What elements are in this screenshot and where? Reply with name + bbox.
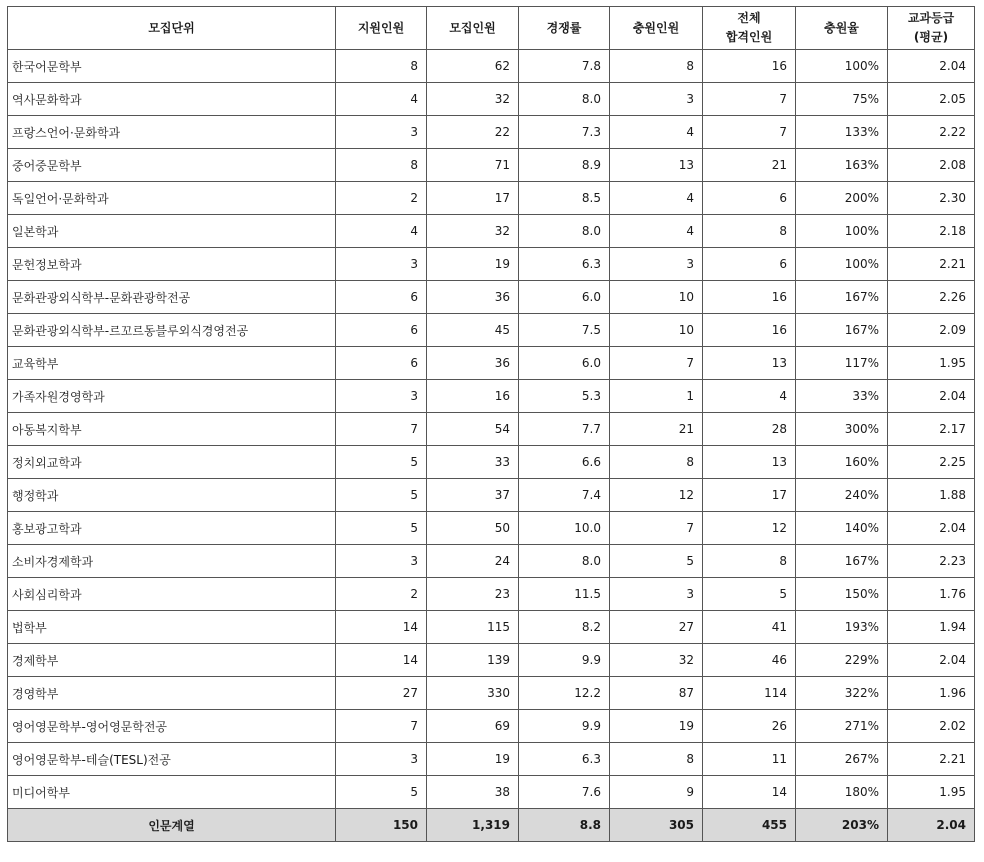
cell-unit: 정치외교학과	[8, 446, 336, 479]
cell-additional: 5	[610, 545, 703, 578]
cell-additional: 8	[610, 50, 703, 83]
cell-competition: 9.9	[519, 710, 610, 743]
cell-rate: 200%	[796, 182, 888, 215]
table-row	[8, 380, 975, 413]
cell-grade: 2.21	[888, 248, 975, 281]
cell-grade: 1.96	[888, 677, 975, 710]
cell-unit: 문헌정보학과	[8, 248, 336, 281]
cell-applicants: 5	[336, 776, 427, 809]
table-row	[8, 314, 975, 347]
cell-additional: 4	[610, 215, 703, 248]
cell-quota: 37	[427, 479, 519, 512]
cell-quota: 17	[427, 182, 519, 215]
cell-quota: 115	[427, 611, 519, 644]
cell-grade: 2.17	[888, 413, 975, 446]
cell-additional: 32	[610, 644, 703, 677]
cell-unit: 사회심리학과	[8, 578, 336, 611]
header-total-pass-line1: 전체	[737, 11, 761, 25]
total-unit: 인문계열	[8, 809, 336, 842]
cell-total-pass: 13	[703, 347, 796, 380]
cell-competition: 8.0	[519, 215, 610, 248]
cell-additional: 7	[610, 512, 703, 545]
cell-additional: 7	[610, 347, 703, 380]
table-row	[8, 83, 975, 116]
header-grade	[888, 7, 975, 50]
cell-quota: 71	[427, 149, 519, 182]
cell-quota: 36	[427, 281, 519, 314]
total-applicants: 150	[336, 809, 427, 842]
cell-competition: 6.3	[519, 743, 610, 776]
cell-quota: 16	[427, 380, 519, 413]
cell-rate: 167%	[796, 314, 888, 347]
cell-grade: 2.23	[888, 545, 975, 578]
cell-unit: 아동복지학부	[8, 413, 336, 446]
cell-competition: 5.3	[519, 380, 610, 413]
table-row	[8, 149, 975, 182]
cell-additional: 3	[610, 83, 703, 116]
header-additional: 충원인원	[610, 7, 703, 50]
cell-competition: 7.4	[519, 479, 610, 512]
table-row	[8, 182, 975, 215]
cell-competition: 6.6	[519, 446, 610, 479]
cell-quota: 69	[427, 710, 519, 743]
cell-additional: 3	[610, 248, 703, 281]
cell-rate: 140%	[796, 512, 888, 545]
cell-unit: 일본학과	[8, 215, 336, 248]
cell-rate: 267%	[796, 743, 888, 776]
header-grade-line1: 교과등급	[907, 11, 955, 25]
cell-rate: 180%	[796, 776, 888, 809]
cell-total-pass: 4	[703, 380, 796, 413]
cell-rate: 160%	[796, 446, 888, 479]
cell-rate: 322%	[796, 677, 888, 710]
cell-competition: 8.0	[519, 83, 610, 116]
cell-unit: 경영학부	[8, 677, 336, 710]
cell-competition: 10.0	[519, 512, 610, 545]
cell-applicants: 3	[336, 545, 427, 578]
table-row	[8, 545, 975, 578]
cell-unit: 독일언어·문화학과	[8, 182, 336, 215]
cell-applicants: 4	[336, 83, 427, 116]
cell-additional: 12	[610, 479, 703, 512]
table-row	[8, 512, 975, 545]
cell-grade: 2.21	[888, 743, 975, 776]
cell-unit: 한국어문학부	[8, 50, 336, 83]
cell-unit: 가족자원경영학과	[8, 380, 336, 413]
cell-rate: 100%	[796, 248, 888, 281]
cell-total-pass: 6	[703, 182, 796, 215]
cell-additional: 8	[610, 446, 703, 479]
table-row	[8, 347, 975, 380]
cell-unit: 영어영문학부-테슬(TESL)전공	[8, 743, 336, 776]
cell-unit: 프랑스언어·문화학과	[8, 116, 336, 149]
cell-grade: 2.04	[888, 50, 975, 83]
cell-applicants: 3	[336, 380, 427, 413]
cell-total-pass: 16	[703, 281, 796, 314]
cell-additional: 13	[610, 149, 703, 182]
cell-quota: 33	[427, 446, 519, 479]
table-footer	[8, 809, 975, 842]
cell-total-pass: 5	[703, 578, 796, 611]
cell-competition: 8.0	[519, 545, 610, 578]
header-unit: 모집단위	[8, 7, 336, 50]
table-row	[8, 776, 975, 809]
total-competition: 8.8	[519, 809, 610, 842]
cell-rate: 167%	[796, 545, 888, 578]
cell-unit: 역사문화학과	[8, 83, 336, 116]
cell-grade: 1.95	[888, 776, 975, 809]
cell-applicants: 27	[336, 677, 427, 710]
cell-unit: 영어영문학부-영어영문학전공	[8, 710, 336, 743]
table-body	[8, 50, 975, 809]
cell-total-pass: 16	[703, 314, 796, 347]
cell-unit: 소비자경제학과	[8, 545, 336, 578]
table-row	[8, 578, 975, 611]
cell-additional: 19	[610, 710, 703, 743]
cell-applicants: 3	[336, 116, 427, 149]
cell-applicants: 4	[336, 215, 427, 248]
total-rate: 203%	[796, 809, 888, 842]
cell-grade: 2.02	[888, 710, 975, 743]
cell-additional: 21	[610, 413, 703, 446]
cell-quota: 23	[427, 578, 519, 611]
cell-total-pass: 26	[703, 710, 796, 743]
cell-additional: 3	[610, 578, 703, 611]
cell-unit: 문화관광외식학부-문화관광학전공	[8, 281, 336, 314]
cell-additional: 8	[610, 743, 703, 776]
header-applicants: 지원인원	[336, 7, 427, 50]
total-additional: 305	[610, 809, 703, 842]
header-additional-rate: 충원율	[796, 7, 888, 50]
cell-total-pass: 11	[703, 743, 796, 776]
cell-quota: 22	[427, 116, 519, 149]
total-total-pass: 455	[703, 809, 796, 842]
cell-applicants: 7	[336, 413, 427, 446]
cell-rate: 75%	[796, 83, 888, 116]
cell-total-pass: 6	[703, 248, 796, 281]
total-row	[8, 809, 975, 842]
cell-applicants: 14	[336, 644, 427, 677]
cell-grade: 2.09	[888, 314, 975, 347]
cell-grade: 2.04	[888, 512, 975, 545]
header-total-pass-line2: 합격인원	[725, 30, 773, 44]
table-row	[8, 446, 975, 479]
cell-rate: 163%	[796, 149, 888, 182]
table-row	[8, 50, 975, 83]
cell-total-pass: 12	[703, 512, 796, 545]
cell-applicants: 6	[336, 347, 427, 380]
cell-grade: 2.25	[888, 446, 975, 479]
cell-additional: 10	[610, 314, 703, 347]
cell-quota: 62	[427, 50, 519, 83]
table-row	[8, 611, 975, 644]
cell-quota: 19	[427, 248, 519, 281]
cell-quota: 139	[427, 644, 519, 677]
header-quota: 모집인원	[427, 7, 519, 50]
table-row	[8, 479, 975, 512]
header-grade-line2: (평균)	[913, 30, 949, 44]
cell-quota: 32	[427, 83, 519, 116]
total-grade: 2.04	[888, 809, 975, 842]
table-row	[8, 644, 975, 677]
cell-rate: 33%	[796, 380, 888, 413]
cell-grade: 2.05	[888, 83, 975, 116]
cell-unit: 행정학과	[8, 479, 336, 512]
cell-additional: 10	[610, 281, 703, 314]
cell-grade: 2.04	[888, 380, 975, 413]
table-row	[8, 248, 975, 281]
cell-grade: 2.18	[888, 215, 975, 248]
cell-rate: 271%	[796, 710, 888, 743]
cell-total-pass: 28	[703, 413, 796, 446]
cell-competition: 8.2	[519, 611, 610, 644]
cell-applicants: 6	[336, 314, 427, 347]
table-row	[8, 677, 975, 710]
cell-additional: 27	[610, 611, 703, 644]
header-total-pass	[703, 7, 796, 50]
cell-rate: 229%	[796, 644, 888, 677]
header-competition: 경쟁률	[519, 7, 610, 50]
cell-rate: 300%	[796, 413, 888, 446]
cell-total-pass: 46	[703, 644, 796, 677]
table-row	[8, 710, 975, 743]
cell-grade: 1.88	[888, 479, 975, 512]
cell-unit: 미디어학부	[8, 776, 336, 809]
cell-applicants: 5	[336, 479, 427, 512]
header-row	[8, 7, 975, 50]
cell-additional: 1	[610, 380, 703, 413]
cell-additional: 4	[610, 116, 703, 149]
cell-competition: 8.5	[519, 182, 610, 215]
cell-applicants: 7	[336, 710, 427, 743]
cell-quota: 24	[427, 545, 519, 578]
cell-applicants: 5	[336, 446, 427, 479]
cell-unit: 교육학부	[8, 347, 336, 380]
cell-rate: 167%	[796, 281, 888, 314]
cell-grade: 1.76	[888, 578, 975, 611]
cell-total-pass: 14	[703, 776, 796, 809]
cell-total-pass: 41	[703, 611, 796, 644]
cell-quota: 50	[427, 512, 519, 545]
cell-additional: 4	[610, 182, 703, 215]
cell-competition: 6.0	[519, 281, 610, 314]
admissions-table	[7, 6, 975, 842]
table-row	[8, 281, 975, 314]
cell-quota: 330	[427, 677, 519, 710]
cell-competition: 12.2	[519, 677, 610, 710]
cell-quota: 45	[427, 314, 519, 347]
cell-grade: 2.22	[888, 116, 975, 149]
table-row	[8, 116, 975, 149]
cell-unit: 법학부	[8, 611, 336, 644]
cell-rate: 100%	[796, 215, 888, 248]
cell-total-pass: 114	[703, 677, 796, 710]
total-quota: 1,319	[427, 809, 519, 842]
table-row	[8, 743, 975, 776]
cell-total-pass: 8	[703, 545, 796, 578]
cell-competition: 7.8	[519, 50, 610, 83]
cell-applicants: 2	[336, 182, 427, 215]
cell-additional: 9	[610, 776, 703, 809]
cell-grade: 2.08	[888, 149, 975, 182]
cell-quota: 19	[427, 743, 519, 776]
cell-competition: 7.6	[519, 776, 610, 809]
cell-competition: 11.5	[519, 578, 610, 611]
cell-applicants: 14	[336, 611, 427, 644]
cell-applicants: 6	[336, 281, 427, 314]
cell-rate: 100%	[796, 50, 888, 83]
table-header	[8, 7, 975, 50]
cell-applicants: 5	[336, 512, 427, 545]
cell-rate: 150%	[796, 578, 888, 611]
cell-unit: 경제학부	[8, 644, 336, 677]
cell-quota: 36	[427, 347, 519, 380]
cell-grade: 2.26	[888, 281, 975, 314]
cell-rate: 240%	[796, 479, 888, 512]
cell-applicants: 8	[336, 50, 427, 83]
cell-rate: 193%	[796, 611, 888, 644]
cell-competition: 8.9	[519, 149, 610, 182]
cell-quota: 32	[427, 215, 519, 248]
cell-total-pass: 13	[703, 446, 796, 479]
cell-grade: 2.30	[888, 182, 975, 215]
cell-competition: 6.0	[519, 347, 610, 380]
cell-grade: 2.04	[888, 644, 975, 677]
cell-additional: 87	[610, 677, 703, 710]
cell-competition: 7.5	[519, 314, 610, 347]
cell-total-pass: 7	[703, 116, 796, 149]
cell-total-pass: 8	[703, 215, 796, 248]
table-row	[8, 413, 975, 446]
table-row	[8, 215, 975, 248]
cell-total-pass: 21	[703, 149, 796, 182]
cell-applicants: 3	[336, 248, 427, 281]
cell-grade: 1.95	[888, 347, 975, 380]
cell-rate: 117%	[796, 347, 888, 380]
cell-applicants: 8	[336, 149, 427, 182]
cell-applicants: 2	[336, 578, 427, 611]
cell-total-pass: 16	[703, 50, 796, 83]
cell-unit: 홍보광고학과	[8, 512, 336, 545]
cell-rate: 133%	[796, 116, 888, 149]
cell-total-pass: 17	[703, 479, 796, 512]
cell-quota: 54	[427, 413, 519, 446]
cell-competition: 6.3	[519, 248, 610, 281]
cell-total-pass: 7	[703, 83, 796, 116]
cell-grade: 1.94	[888, 611, 975, 644]
cell-applicants: 3	[336, 743, 427, 776]
cell-competition: 7.3	[519, 116, 610, 149]
cell-quota: 38	[427, 776, 519, 809]
cell-unit: 중어중문학부	[8, 149, 336, 182]
cell-unit: 문화관광외식학부-르꼬르동블루외식경영전공	[8, 314, 336, 347]
cell-competition: 9.9	[519, 644, 610, 677]
cell-competition: 7.7	[519, 413, 610, 446]
